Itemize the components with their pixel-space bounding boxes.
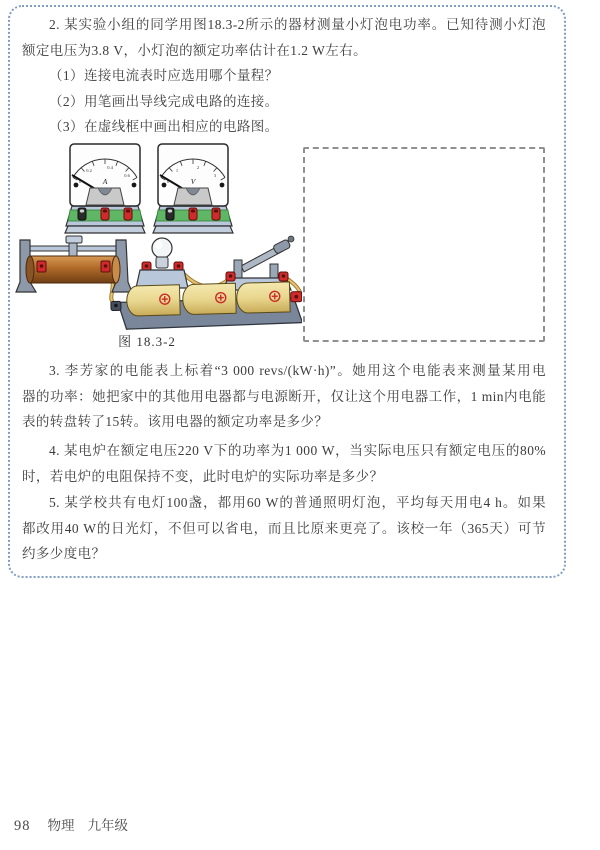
voltmeter-terminal-negative [166, 208, 174, 220]
question-4-line-1: 4. 某电炉在额定电压220 V下的功率为1 000 W，当实际电压只有额定电压的80% [49, 443, 546, 458]
voltmeter-tick-label: 1 [175, 168, 179, 173]
question-5-line-1: 5. 某学校共有电灯100盏，都用60 W的普通照明灯泡，平均每天用电4 h。如果 [49, 495, 546, 510]
rheostat-terminal-left [37, 261, 46, 272]
battery-cell [126, 285, 180, 316]
battery-pack-illustration [110, 282, 302, 330]
question-3-line-2: 器的功率：她把家中的其他用电器都与电源断开，仅让这个用电器工作，1 min内电能 [22, 388, 546, 404]
rheostat-terminal-right [101, 261, 110, 272]
voltmeter-tick-label: 0 [166, 179, 170, 184]
circuit-diagram-drawing-box [303, 147, 545, 342]
question-3-line-1: 3. 李芳家的电能表上标着“3 000 revs/(kW·h)”。她用这个电能表来测量某用电 [49, 363, 546, 378]
ammeter-symbol: A [102, 177, 108, 186]
battery-terminal-positive [291, 292, 302, 302]
switch-terminal-left [226, 272, 235, 281]
figure-caption: 图 18.3-2 [118, 334, 176, 349]
question-2-sub-1: （1）连接电流表时应选用哪个量程？ [49, 68, 279, 83]
question-5-line-3: 约多少度电？ [22, 546, 106, 561]
voltmeter-terminal-positive [212, 208, 220, 220]
voltmeter-terminal-mid [189, 208, 197, 220]
question-3-line-3: 表的转盘转了15转。该用电器的额定功率是多少？ [22, 414, 329, 429]
footer-subject: 物理 [47, 818, 75, 833]
ammeter-terminal-positive [124, 208, 132, 220]
footer-grade: 九年级 [87, 818, 128, 833]
page-footer [14, 814, 128, 835]
switch-terminal-right [279, 272, 288, 281]
question-2 [22, 12, 546, 140]
question-2-sub-2: （2）用笔画出导线完成电路的连接。 [49, 93, 279, 109]
battery-terminal-negative [111, 301, 121, 310]
ammeter-illustration [65, 144, 145, 233]
bulb-socket [156, 257, 168, 268]
ammeter-tick-label: 0.2 [86, 168, 92, 173]
question-4 [22, 438, 546, 489]
switch-handle [273, 239, 291, 254]
question-5 [22, 490, 546, 567]
voltmeter-tick-label: 3 [213, 173, 217, 178]
switch-contact-post [270, 264, 278, 278]
rheostat-slider-cap [66, 236, 82, 243]
question-2-line-2: 额定电压为3.8 V，小灯泡的额定功率估计在1.2 W左右。 [22, 42, 367, 58]
question-3 [22, 358, 546, 435]
ammeter-screw-left [74, 183, 79, 188]
voltmeter-symbol: V [190, 177, 196, 186]
battery-cell [182, 283, 236, 314]
voltmeter-illustration [153, 144, 233, 233]
voltmeter-screw-right [220, 183, 225, 188]
question-2-sub-3: （3）在虚线框中画出相应的电路图。 [49, 119, 279, 134]
voltmeter-screw-left [162, 183, 167, 188]
ammeter-terminal-mid [101, 208, 109, 220]
question-4-line-2: 时，若电炉的电阻保持不变，此时电炉的实际功率是多少？ [22, 468, 384, 484]
page-number: 98 [14, 818, 31, 834]
bulb-illustration [136, 238, 188, 288]
battery-cell [236, 282, 290, 313]
question-5-line-2: 都改用40 W的日光灯，不但可以省电，而且比原来更亮了。该校一年（365天）可节 [22, 520, 546, 536]
ammeter-terminal-negative [78, 208, 86, 220]
question-2-line-1: 2. 某实验小组的同学用图18.3-2所示的器材测量小灯泡电功率。已知待测小灯泡 [49, 17, 546, 32]
ammeter-tick-label: 0.6 [124, 173, 130, 178]
bulb-glass [152, 238, 172, 258]
equipment-illustration [14, 142, 302, 334]
ammeter-tick-label: 0 [78, 179, 82, 184]
voltmeter-tick-label: 2 [196, 165, 200, 170]
ammeter-screw-right [132, 183, 137, 188]
ammeter-tick-label: 0.4 [107, 165, 113, 170]
